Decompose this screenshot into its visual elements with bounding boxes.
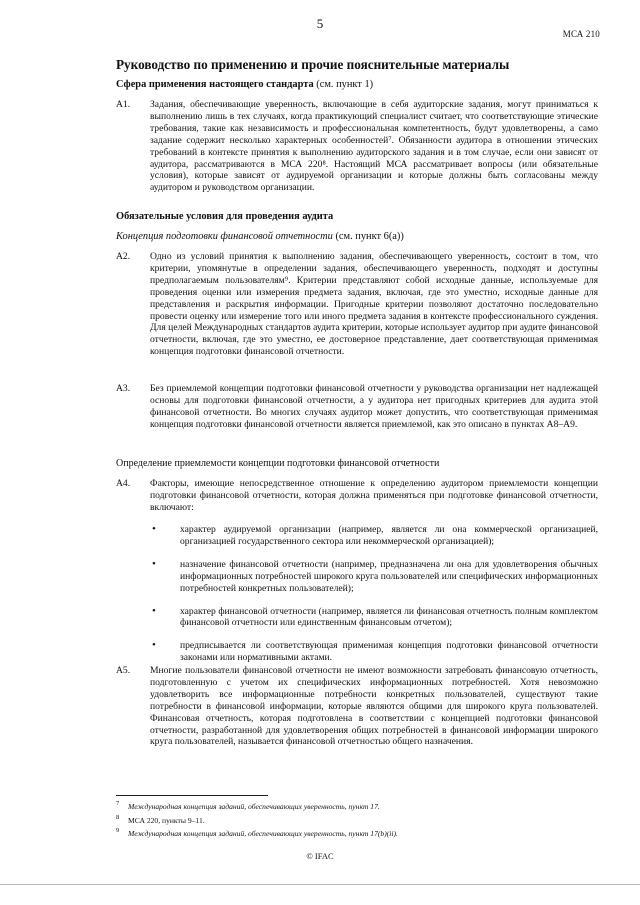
section-title: Руководство по применению и прочие пояснительные материалы (116, 57, 510, 72)
footnote-text: МСА 220, пункты 9–11. (128, 816, 205, 825)
paragraph-number: A3. (116, 383, 131, 394)
paragraph-text: Одно из условий принятия к выполнению задания, обеспечивающего уверенность, состоит в том, что критерии, упомянутые в определении задания, обеспечивающего уверенность, подходят и доступны предполагаемым пользователям⁹. Критерии представляют собой исходные данные, используемые для проведения оценки или измерения предмета задания, включая, где это уместно, исходные данные для представления и раскрытия информации. Пригодные критерии позволяют достаточно последовательно провести оценку или измерение того или иного предмета задания в контексте профессионального суждения. Для целей Международных стандартов аудита критерии, которые использует аудитор при аудите финансовой отчетности, включая, где это уместно, ее достоверное представление, дает соответствующая применимая концепция подготовки финансовой отчетности. (150, 251, 598, 358)
paragraph-number: A4. (116, 478, 131, 489)
footnote-text: Международная концепция заданий, обеспечивающих уверенность, пункт 17. (128, 802, 380, 811)
bullet-icon: • (152, 639, 156, 652)
paragraph-text: Без приемлемой концепции подготовки финансовой отчетности у руководства организации нет надлежащей основы для подготовки финансовой отчетности, а у аудитора нет пригодных критериев для аудита этой финансовой отчетности. Во многих случаях аудитор может допустить, что соответствующая применимая концепция подготовки финансовой отчетности является приемлемой, как это описано в пунктах A8–A9. (150, 383, 598, 430)
paragraph-number: A1. (116, 99, 131, 110)
paragraph-text: Многие пользователи финансовой отчетности не имеют возможности затребовать финансовую отчетность, подготовленную с учетом их специфических информационных потребностей. Хотя невозможно удовлетворить все информационные потребности конкретных пользователей, существуют такие потребности в финансовой информации, которые являются общими для широкого круга пользователей. Финансовая отчетность, которая подготовлена в соответствии с концепцией подготовки финансовой отчетности, разработанной для удовлетворения общих потребностей в финансовой информации широкого круга пользователей, называется финансовой отчетностью общего назначения. (150, 665, 598, 748)
standard-code: МСА 210 (562, 29, 600, 39)
scope-heading-ref: (см. пункт 1) (313, 79, 374, 90)
acceptability-heading-text: Определение приемлемости концепции подготовки финансовой отчетности (116, 458, 440, 469)
preconditions-heading (116, 211, 333, 222)
paragraph-a5 (116, 665, 598, 748)
footnote-9 (116, 829, 596, 838)
list-item: • характер аудируемой организации (например, является ли она коммерческой организацией, организацией государственного сектора или некоммерческой организацией); (152, 523, 598, 547)
footnote-7 (116, 802, 596, 811)
bullet-icon: • (152, 523, 156, 535)
list-item: • предписывается ли соответствующая применимая концепция подготовки финансовой отчетности законами или нормативными актами. (152, 639, 598, 664)
footnote-number: 8 (116, 814, 120, 821)
list-item: • назначение финансовой отчетности (например, предназначена ли она для удовлетворения обычных информационных потребностей широкого круга пользователей или специфических информационных потребностей конкретных пользователей); (152, 557, 598, 594)
scope-heading (116, 79, 373, 90)
paragraph-a4 (116, 478, 598, 514)
paragraph-a3 (116, 383, 598, 431)
paragraph-text: Задания, обеспечивающие уверенность, включающие в себя аудиторские задания, могут приниматься к выполнению лишь в тех случаях, когда практикующий специалист считает, что соответствующие этические требования, такие как независимость и профессиональная компетентность, будут удовлетворены, а само задание содержит несколько характерных особенностей⁷. Обязанности аудитора в отношении этических требований в контексте принятия к выполнению аудиторского задания и в том случае, если они зависят от аудитора, рассматриваются в МСА 220⁸. Настоящий МСА рассматривает вопросы (или обязательные условия), которые зависят от аудируемой организации и которые должны быть согласованы между аудитором и руководством организации. (150, 99, 598, 194)
preconditions-heading-text: Обязательные условия для проведения аудита (116, 211, 334, 222)
acceptability-heading (116, 458, 439, 469)
a4-bullet-list (150, 524, 598, 675)
paragraph-a2 (116, 251, 598, 358)
framework-heading (116, 231, 404, 242)
paragraph-text: Факторы, имеющие непосредственное отношение к определению аудитором приемлемости концепции подготовки финансовой отчетности, которая должна применяться при подготовке финансовой отчетности, включают: (150, 478, 598, 513)
footnote-number: 9 (116, 827, 120, 834)
copyright-notice: © IFAC (306, 851, 334, 861)
bottom-divider (0, 884, 640, 885)
footnote-number: 7 (116, 800, 120, 807)
framework-heading-text: Концепция подготовки финансовой отчетности (116, 231, 333, 242)
paragraph-number: A5. (116, 665, 131, 676)
paragraph-a1 (116, 99, 598, 194)
footnote-text: Международная концепция заданий, обеспечивающих уверенность, пункт 17(b)(ii). (128, 829, 398, 838)
page-number: 5 (316, 16, 324, 31)
footnote-8 (116, 816, 596, 825)
bullet-icon: • (152, 557, 156, 570)
scope-heading-text: Сфера применения настоящего стандарта (116, 79, 314, 90)
bullet-icon: • (152, 604, 156, 617)
paragraph-number: A2. (116, 251, 131, 262)
list-item: • характер финансовой отчетности (например, является ли финансовая отчетность полным комплектом финансовой отчетности или единственным финансовым отчетом); (152, 604, 598, 629)
framework-heading-ref: (см. пункт 6(а)) (332, 231, 404, 242)
footnote-divider (116, 795, 268, 796)
